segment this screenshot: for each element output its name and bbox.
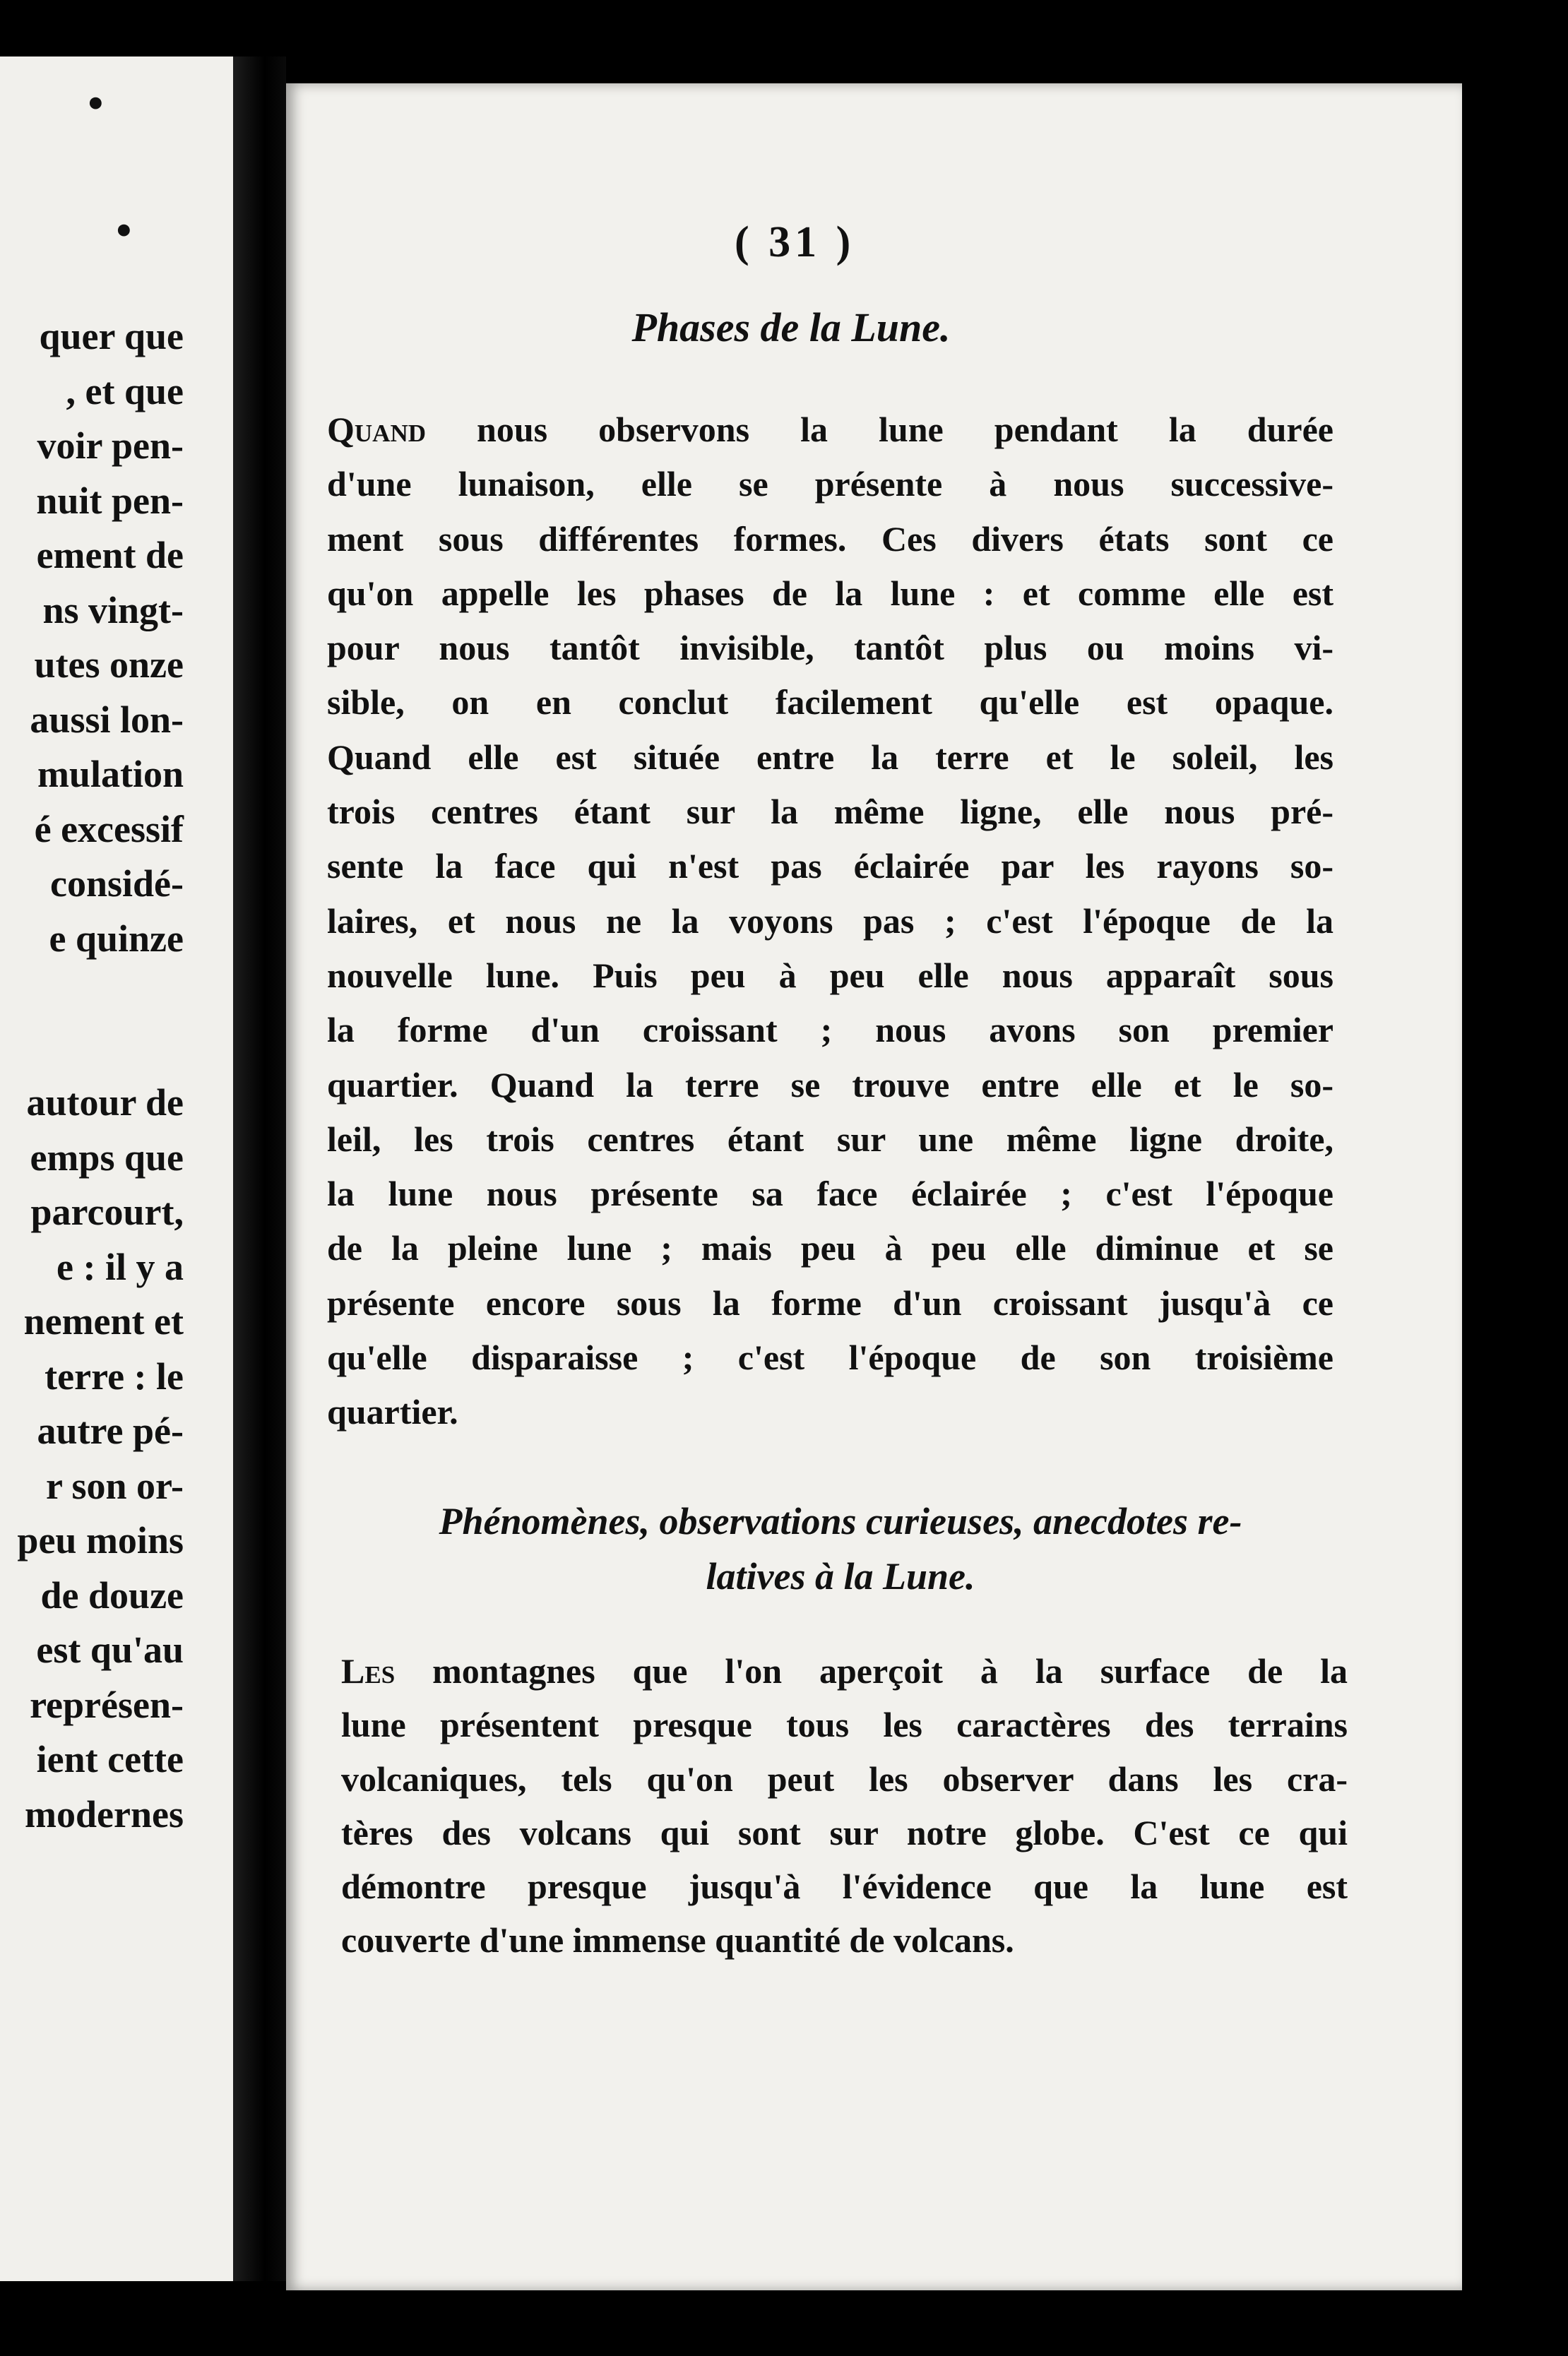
left-line: utes onze — [34, 643, 184, 686]
text-line: Quand nous observons la lune pendant la durée — [327, 410, 1334, 449]
left-line: est qu'au — [36, 1629, 184, 1671]
dropcap-word: Les — [341, 1651, 396, 1691]
text-line: la lune nous présente sa face éclairée ; c'est l'époque — [327, 1174, 1334, 1214]
paragraph-phases — [327, 403, 1334, 1440]
text-line: volcaniques, tels qu'on peut les observer dans les cra- — [341, 1759, 1348, 1799]
left-line: quer que — [39, 315, 184, 357]
left-line: é excessif — [34, 807, 184, 850]
text-line: d'une lunaison, elle se présente à nous successive- — [327, 464, 1334, 504]
text-line: nouvelle lune. Puis peu à peu elle nous apparaît sous — [327, 955, 1334, 995]
left-line: nuit pen- — [36, 479, 184, 522]
ink-dot: • — [85, 85, 107, 124]
text-line: de la pleine lune ; mais peu à peu elle diminue et se — [327, 1228, 1334, 1268]
left-line: r son or- — [46, 1464, 184, 1507]
left-line: voir pen- — [37, 424, 184, 467]
text-line: démontre presque jusqu'à l'évidence que la lune est — [341, 1867, 1348, 1907]
text-line: lune présentent presque tous les caractères des terrains — [341, 1705, 1348, 1745]
text-line: quartier. — [327, 1392, 458, 1432]
left-line: parcourt, — [30, 1191, 184, 1233]
book-gutter — [233, 56, 286, 2281]
text-line: ment sous différentes formes. Ces divers états sont ce — [327, 518, 1334, 559]
page-number: ( 31 ) — [735, 218, 855, 266]
left-line: considé- — [50, 862, 184, 905]
heading-line: latives à la Lune. — [706, 1555, 975, 1598]
dropcap-word: Quand — [327, 410, 426, 449]
left-line: emps que — [30, 1136, 184, 1179]
text-line: Quand elle est située entre la terre et le soleil, les — [327, 737, 1334, 777]
section-heading-phenomena — [332, 1494, 1349, 1604]
text-line: pour nous tantôt invisible, tantôt plus ou moins vi- — [327, 628, 1334, 668]
left-line: aussi lon- — [30, 698, 184, 741]
paragraph-mountains — [341, 1644, 1348, 1968]
text-line: sente la face qui n'est pas éclairée par les rayons so- — [327, 846, 1334, 886]
text-line: la forme d'un croissant ; nous avons son premier — [327, 1010, 1334, 1050]
left-line: e : il y a — [57, 1245, 184, 1288]
text-line: présente encore sous la forme d'un croissant jusqu'à ce — [327, 1283, 1334, 1323]
text-line: trois centres étant sur la même ligne, elle nous pré- — [327, 792, 1334, 832]
section-heading: Phases de la Lune. — [631, 304, 951, 350]
left-line: mulation — [37, 753, 184, 795]
heading-line: Phénomènes, observations curieuses, anecdotes re- — [439, 1500, 1242, 1542]
left-line: autre pé- — [37, 1410, 184, 1452]
left-line: de douze — [40, 1573, 184, 1617]
text-line: sible, on en conclut facilement qu'elle est opaque. — [327, 682, 1334, 722]
left-line: terre : le — [44, 1355, 184, 1398]
left-line: nement et — [23, 1300, 184, 1343]
left-line — [17, 1021, 184, 1076]
left-line: modernes — [25, 1792, 184, 1836]
text-line: qu'on appelle les phases de la lune : et comme elle est — [327, 573, 1334, 613]
left-page-text — [17, 309, 184, 1842]
left-line: ement de — [36, 534, 184, 576]
left-line: autour de — [26, 1081, 184, 1124]
left-line: e quinze — [49, 917, 184, 960]
left-line: peu moins — [17, 1519, 184, 1561]
left-line: , et que — [66, 369, 184, 412]
left-line: ns vingt- — [42, 588, 184, 631]
left-page-fragment — [0, 56, 233, 2281]
text-line: qu'elle disparaisse ; c'est l'époque de son troisième — [327, 1338, 1334, 1378]
ink-dot: • — [113, 212, 135, 251]
text-line: leil, les trois centres étant sur une même ligne droite, — [327, 1119, 1334, 1159]
text-line: couverte d'une immense quantité de volcans. — [341, 1920, 1014, 1961]
text-line: laires, et nous ne la voyons pas ; c'est l'époque de la — [327, 900, 1334, 941]
text-line: Les montagnes que l'on aperçoit à la surface de la — [341, 1651, 1348, 1691]
left-line: représen- — [30, 1683, 184, 1726]
left-line — [17, 966, 184, 1021]
text-line: tères des volcans qui sont sur notre globe. C'est ce qui — [341, 1812, 1348, 1852]
text-line: quartier. Quand la terre se trouve entre elle et le so- — [327, 1064, 1334, 1105]
left-line: ient cette — [36, 1738, 184, 1780]
